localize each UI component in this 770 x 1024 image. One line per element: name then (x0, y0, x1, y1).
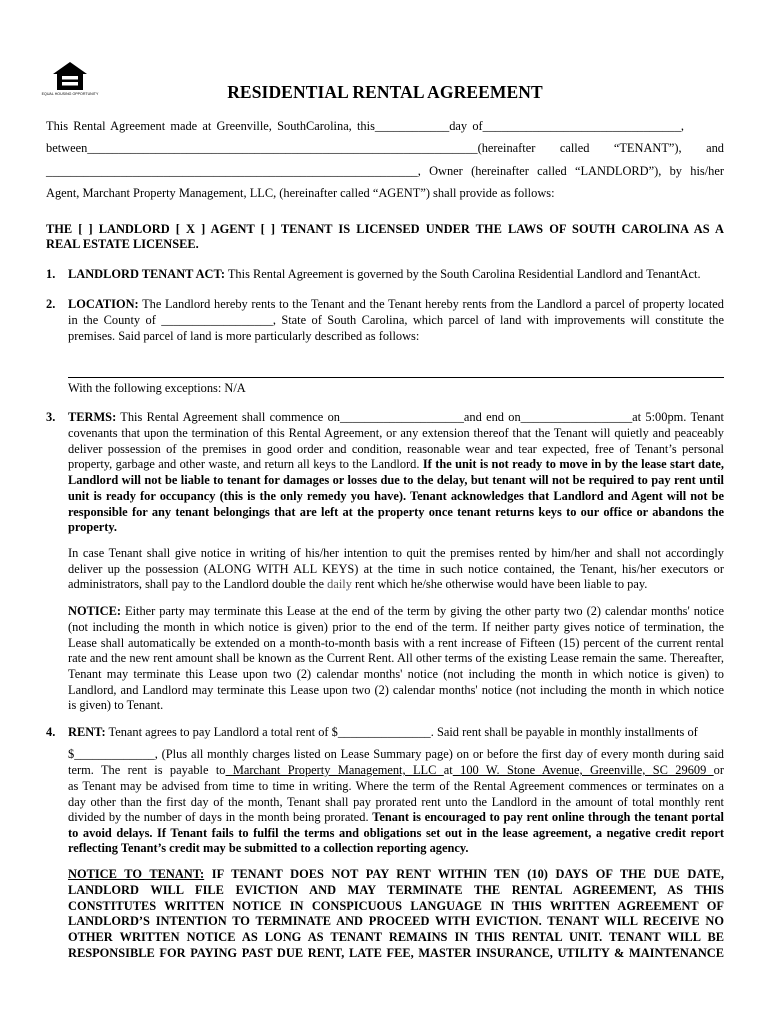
license-line-1: THE [ ] LANDLORD [ X ] AGENT [ ] TENANT IS LICENSED UNDER THE LAWS OF SOUTH CAROLINA AS A (46, 222, 724, 236)
section-4-line-1: RENT: Tenant agrees to pay Landlord a total rent of $_______________. Said rent shall be payable in monthly installments of (68, 725, 698, 739)
license-line-2: REAL ESTATE LICENSEE. (46, 237, 199, 251)
intro-line-1: This Rental Agreement made at Greenville, SouthCarolina, this____________day of________________________________, (46, 119, 684, 133)
section-3-line-7: responsible for any tenant belongings that are left at the property once tenant returns keys to our office or abandons the (68, 505, 724, 519)
notice-line-3: Lease shall automatically be extended on a month-to-month basis with a rent increase of Fifteen (15) percent of the current rental (68, 636, 724, 650)
section-1-text: LANDLORD TENANT ACT: This Rental Agreement is governed by the South Carolina Residential Landlord and TenantAct. (68, 267, 701, 281)
notice-line-7: is given) to Tenant. (68, 698, 164, 712)
notice-to-tenant-line-3: CONSTITUTES WRITTEN NOTICE IN CONSPICUOUS LANGUAGE IN THIS WRITTEN AGREEMENT OF (68, 899, 724, 913)
section-3-line-4: property, garbage and other waste, and return all keys to the Landlord. If the unit is not ready to move in by the lease start date, (68, 457, 724, 471)
notice-line-5: Tenant may terminate this Lease upon two (2) calendar months' notice (not including the month in which notice is given) to (68, 667, 724, 681)
section-3-line-2: covenants that upon the termination of this Rental Agreement, or any extension thereof that the Tenant will quietly and peaceably (68, 426, 724, 440)
section-4-line-3: term. The rent is payable to Marchant Property Management, LLC at 100 W. Stone Avenue, Greenville, SC 29609 or (68, 763, 724, 777)
document-title: RESIDENTIAL RENTAL AGREEMENT (227, 82, 543, 102)
notice-to-tenant-line-1: NOTICE TO TENANT: IF TENANT DOES NOT PAY RENT WITHIN TEN (10) DAYS OF THE DUE DATE, (68, 867, 725, 881)
description-rule (68, 377, 724, 378)
notice-to-tenant-line-2: LANDLORD WILL FILE EVICTION AND MAY TERMINATE THE RENTAL AGREEMENT, AS THIS (68, 883, 724, 897)
section-1-number: 1. (46, 267, 56, 281)
section-2-exceptions: With the following exceptions: N/A (68, 381, 246, 395)
section-3-line-6: unit is ready for occupancy (this is the only remedy you have). Tenant acknowledges that Landlord and Agent will not be (68, 489, 724, 503)
section-2-number: 2. (46, 297, 56, 311)
intro-line-2: between_______________________________________________________________(hereinafter called “TENANT”), and (46, 141, 724, 155)
section-3-line-8: property. (68, 520, 117, 534)
notice-to-tenant-line-4: LANDLORD’S INTENTION TO TERMINATE AND PROCEED WITH EVICTION. TENANT WILL RECEIVE NO (68, 914, 724, 928)
notice-to-tenant-line-5: OTHER WRITTEN NOTICE AS LONG AS TENANT REMAINS IN THIS RENTAL UNIT. TENANT WILL BE (68, 930, 724, 944)
intro-line-4: Agent, Marchant Property Management, LLC, (hereinafter called “AGENT”) shall provide as follows: (46, 186, 555, 200)
notice-line-2: (not including the month in which notice is given) prior to the end of the term. If neither party gives notice of termination, the (68, 620, 724, 634)
section-4-line-8: reflecting Tenant’s credit may be submitted to a collection reporting agency. (68, 841, 469, 855)
notice-line-4: rate and the new rent amount shall be known as the Current Rent. All other terms of the existing Lease remain the same. Thereafter, (68, 651, 724, 665)
section-2-line-1: LOCATION: The Landlord hereby rents to the Tenant and the Tenant hereby rents from the Landlord a parcel of property located (68, 297, 724, 311)
quit-notice-line-1: In case Tenant shall give notice in writing of his/her intention to quit the premises rented by him/her and shall not accordingly (68, 546, 724, 560)
notice-line-6: Landlord, and Landlord may terminate this Lease upon two (2) calendar months' notice (not including the month in which notice (68, 683, 724, 697)
section-3-line-5: Landlord will not be liable to tenant for damages or losses due to the delay, but tenant will not be required to pay rent until (68, 473, 724, 487)
section-4-line-6: divided by the number of days in the month being prorated. Tenant is encouraged to pay rent online through the tenant portal (68, 810, 724, 824)
notice-to-tenant-line-6: RESPONSIBLE FOR PAYING PAST DUE RENT, LATE FEE, MASTER INSURANCE, UTILITY & MAINTENANCE (68, 946, 724, 960)
section-4-line-5: day other than the first day of the month, Tenant shall pay prorated rent unto the Landlord in the amount of total monthly rent (68, 795, 724, 809)
section-4-line-2: $_____________, (Plus all monthly charges listed on Lease Summary page) on or before the first day of every month during said (68, 747, 724, 761)
section-3-line-1: TERMS: This Rental Agreement shall commence on____________________and end on__________________at 5:00pm. Tenant (68, 410, 724, 424)
intro-line-3: ____________________________________________________________, Owner (hereinafter called “LANDLORD”), by his/her (46, 164, 724, 178)
section-3-line-3: deliver possession of the premises in good order and condition, reasonable wear and tear expected, free of Tenant’s personal (68, 442, 724, 456)
section-4-line-7: to avoid delays. If Tenant fails to fulfil the terms and obligations set out in the lease agreement, a negative credit report (68, 826, 724, 840)
section-2-line-3: premises. Said parcel of land is more particularly described as follows: (68, 329, 420, 343)
section-4-line-4: as Tenant may be advised from time to time in writing. Where the term of the Rental Agreement commences or terminates on a (68, 779, 724, 793)
quit-notice-line-3: administrators, shall pay to the Landlord double the daily rent which he/she otherwise would have been liable to pay. (68, 577, 648, 591)
notice-line-1: NOTICE: Either party may terminate this Lease at the end of the term by giving the other party two (2) calendar months' notice (68, 604, 724, 618)
section-4-number: 4. (46, 725, 56, 739)
section-3-number: 3. (46, 410, 56, 424)
section-2-line-2: in the County of __________________, State of South Carolina, which parcel of land with improvements will constitute the (68, 313, 724, 327)
logo-caption: EQUAL HOUSING OPPORTUNITY (41, 92, 99, 96)
quit-notice-line-2: deliver up the possession (ALONG WITH ALL KEYS) at the time in such notice contained, the Tenant, his/her executors or (68, 562, 724, 576)
